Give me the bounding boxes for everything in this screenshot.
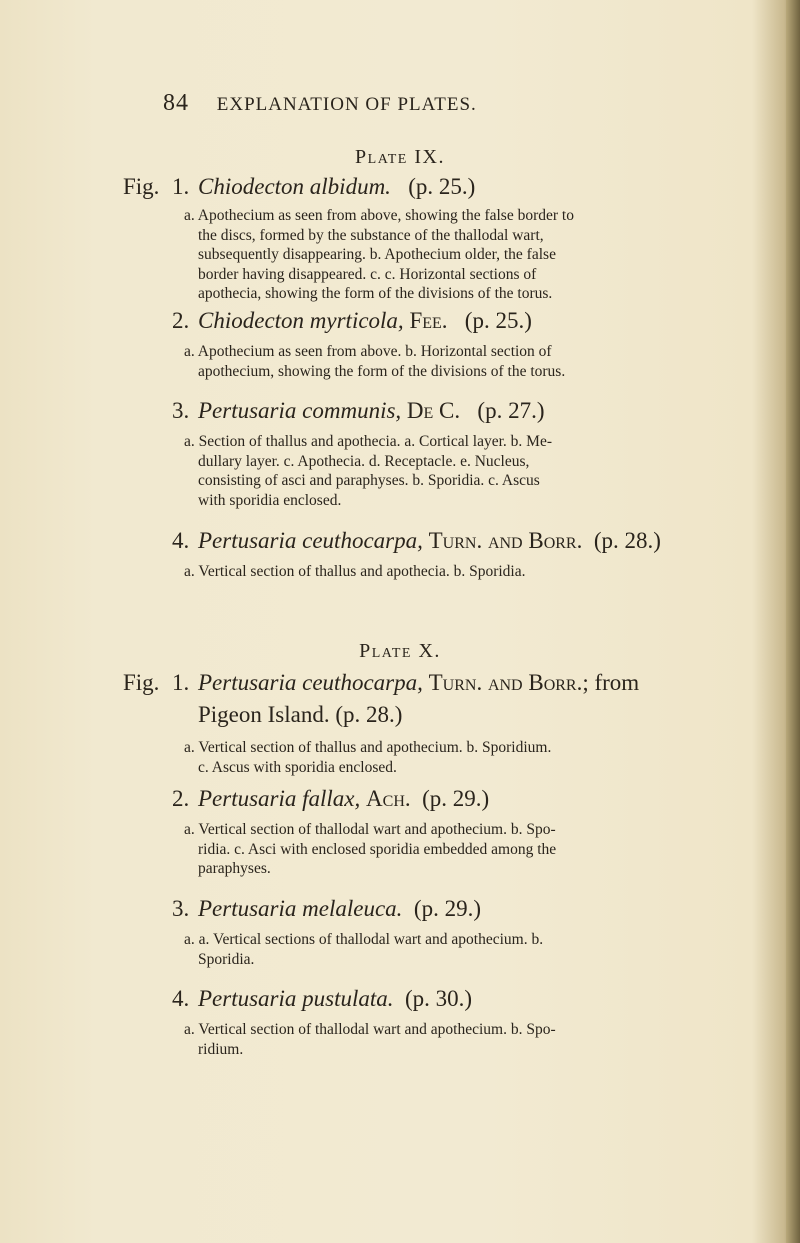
desc-line: ridium. xyxy=(198,1040,244,1058)
fig-label: Fig. xyxy=(123,670,160,695)
fig-number: 1. xyxy=(172,670,190,695)
taxon-name: Pertusaria ceuthocarpa, xyxy=(198,528,423,553)
desc-line: paraphyses. xyxy=(198,860,271,877)
page-ref: (p. 29.) xyxy=(413,896,481,921)
desc-line: a. Apothecium as seen from above, showing the false border to xyxy=(184,207,574,224)
running-title: EXPLANATION OF PLATES. xyxy=(216,94,477,115)
fig-number: 3. xyxy=(172,398,190,423)
fig-number: 1. xyxy=(172,174,190,199)
page-ref: (p. 27.) xyxy=(477,398,545,423)
desc-line: consisting of asci and paraphyses. b. Sporidia. c. Ascus xyxy=(198,472,540,489)
page-ref: (p. 25.) xyxy=(408,174,476,199)
desc-line: border having disappeared. c. c. Horizontal sections of xyxy=(198,265,537,283)
plate-heading: Plate IX. xyxy=(355,146,445,168)
plate-heading: Plate X. xyxy=(359,640,441,662)
fig-number: 2. xyxy=(172,786,190,811)
running-header xyxy=(163,90,723,117)
page-ref: (p. 25.) xyxy=(464,308,532,333)
taxon-name: Chiodecton albidum. xyxy=(198,174,391,199)
fig-number: 4. xyxy=(172,986,190,1011)
figure-description xyxy=(184,930,714,969)
desc-line: apothecia, showing the form of the divisions of the torus. xyxy=(198,285,553,302)
author-name: Turn. and Borr. xyxy=(428,528,583,553)
author-name: Ach. xyxy=(366,786,411,811)
fig-number: 4. xyxy=(172,528,190,553)
page-ref: (p. 28.) xyxy=(593,528,661,553)
author-name: Turn. and Borr. xyxy=(428,670,583,695)
figure-description xyxy=(184,432,714,510)
taxon-name: Pertusaria pustulata. xyxy=(198,986,394,1011)
desc-line: a. Vertical section of thallus and apothecium. b. Sporidium. xyxy=(184,739,552,756)
author-name: De C. xyxy=(406,398,461,423)
fig-number: 2. xyxy=(172,308,190,333)
desc-line: subsequently disappearing. b. Apothecium older, the false xyxy=(198,246,556,263)
desc-line: a. Vertical section of thallodal wart and apothecium. b. Spo- xyxy=(184,1021,556,1038)
taxon-name: Pertusaria ceuthocarpa, xyxy=(198,670,423,695)
figure-description xyxy=(184,738,714,777)
figure-description xyxy=(184,562,714,582)
author-name: Fee. xyxy=(409,308,448,333)
desc-line: dullary layer. c. Apothecia. d. Receptacle. e. Nucleus, xyxy=(198,452,530,470)
figure-description xyxy=(184,1020,714,1059)
taxon-name: Pertusaria fallax, xyxy=(198,786,361,811)
desc-line: the discs, formed by the substance of the thallodal wart, xyxy=(198,226,544,244)
desc-line: c. Ascus with sporidia enclosed. xyxy=(198,758,397,776)
fig-label: Fig. xyxy=(123,174,160,199)
desc-line: a. Apothecium as seen from above. b. Horizontal section of xyxy=(184,343,552,360)
taxon-name: Chiodecton myrticola, xyxy=(198,308,404,333)
caption-second-line: Pigeon Island. (p. 28.) xyxy=(198,702,403,727)
desc-line: a. a. Vertical sections of thallodal wart and apothecium. b. xyxy=(184,931,544,948)
figure-description xyxy=(184,206,714,304)
desc-line: Sporidia. xyxy=(198,950,255,968)
caption-continuation: ; from xyxy=(582,670,640,695)
page-number: 84 xyxy=(163,90,189,116)
desc-line: a. Vertical section of thallus and apothecia. b. Sporidia. xyxy=(184,563,526,580)
desc-line: with sporidia enclosed. xyxy=(198,491,342,509)
book-edge xyxy=(786,0,800,1243)
taxon-name: Pertusaria communis, xyxy=(198,398,402,423)
desc-line: a. Section of thallus and apothecia. a. Cortical layer. b. Me- xyxy=(184,433,553,450)
figure-description xyxy=(184,820,714,879)
fig-number: 3. xyxy=(172,896,190,921)
page-ref: (p. 29.) xyxy=(422,786,490,811)
figure-description xyxy=(184,342,714,381)
desc-line: apothecium, showing the form of the divisions of the torus. xyxy=(198,362,566,380)
page-ref: (p. 30.) xyxy=(405,986,473,1011)
desc-line: a. Vertical section of thallodal wart and apothecium. b. Spo- xyxy=(184,821,556,838)
taxon-name: Pertusaria melaleuca. xyxy=(198,896,403,921)
desc-line: ridia. c. Asci with enclosed sporidia embedded among the xyxy=(198,840,557,858)
